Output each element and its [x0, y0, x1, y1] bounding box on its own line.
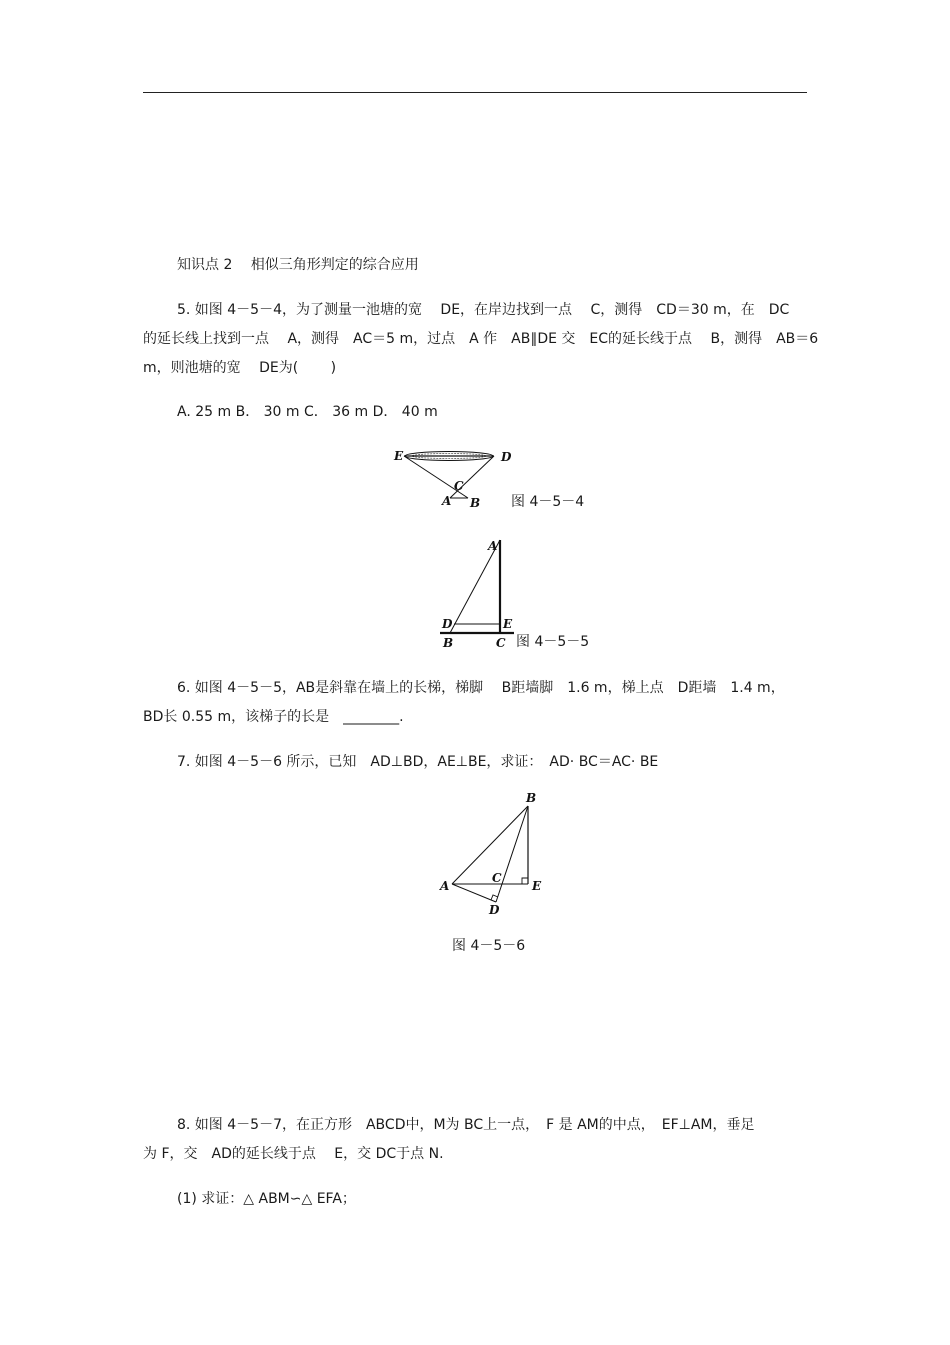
fig456-label-e: E — [532, 879, 542, 893]
q5-line3: m，则池塘的宽 DE为( ) — [143, 360, 337, 376]
fig456-label-c: C — [492, 871, 502, 885]
q5-options: A. 25 m B． 30 m C． 36 m D． 40 m — [177, 404, 438, 420]
fig455-label-b: B — [443, 636, 454, 648]
figure-4-5-5 — [436, 536, 518, 648]
q6-line1: 6. 如图 4－5－5，AB是斜靠在墙上的长梯，梯脚 B距墙脚 1.6 m，梯上点 D距墙 1.4 m， — [177, 680, 785, 696]
fig456-label-a: A — [440, 879, 450, 893]
q7-line1: 7. 如图 4－5－6 所示，已知 AD⊥BD，AE⊥BE，求证： AD· BC＝AC· BE — [177, 754, 659, 770]
fig456-label-d: D — [489, 903, 500, 917]
fig455-label-d: D — [442, 617, 453, 631]
figure-4-5-4 — [392, 446, 522, 512]
q5-line1: 5. 如图 4－5－4，为了测量一池塘的宽 DE，在岸边找到一点 C，测得 CD＝30 m，在 DC — [177, 302, 790, 318]
q8-line1: 8. 如图 4－5－7，在正方形 ABCD中，M为 BC上一点， F 是 AM的中点， EF⊥AM，垂足 — [177, 1117, 755, 1133]
fig455-caption: 图 4－5－5 — [516, 634, 590, 650]
fig454-caption: 图 4－5－4 — [511, 494, 585, 510]
fig455-label-a: A — [488, 539, 498, 553]
fig455-label-e: E — [503, 617, 513, 631]
fig454-label-a: A — [442, 494, 452, 508]
fig455-label-c: C — [496, 636, 506, 648]
fig456-label-b: B — [526, 791, 537, 805]
fig456-caption: 图 4－5－6 — [452, 938, 526, 954]
fig454-label-c: C — [454, 479, 464, 493]
fig454-label-b: B — [470, 496, 481, 510]
q6-line2: BD长 0.55 m，该梯子的长是 ________. — [143, 709, 404, 725]
q5-line2: 的延长线上找到一点 A，测得 AC＝5 m，过点 A 作 AB∥DE 交 EC的延长线于点 B，测得 AB＝6 — [143, 331, 819, 347]
figure-4-5-6 — [436, 790, 548, 918]
q8-line2: 为 F，交 AD的延长线于点 E，交 DC于点 N. — [143, 1146, 444, 1162]
q8-sub1: (1) 求证：△ ABM∽△ EFA； — [177, 1191, 356, 1207]
section-heading: 知识点 2 相似三角形判定的综合应用 — [177, 257, 419, 273]
fig454-label-e: E — [394, 449, 404, 463]
fig454-label-d: D — [501, 450, 512, 464]
header-rule — [143, 92, 807, 93]
